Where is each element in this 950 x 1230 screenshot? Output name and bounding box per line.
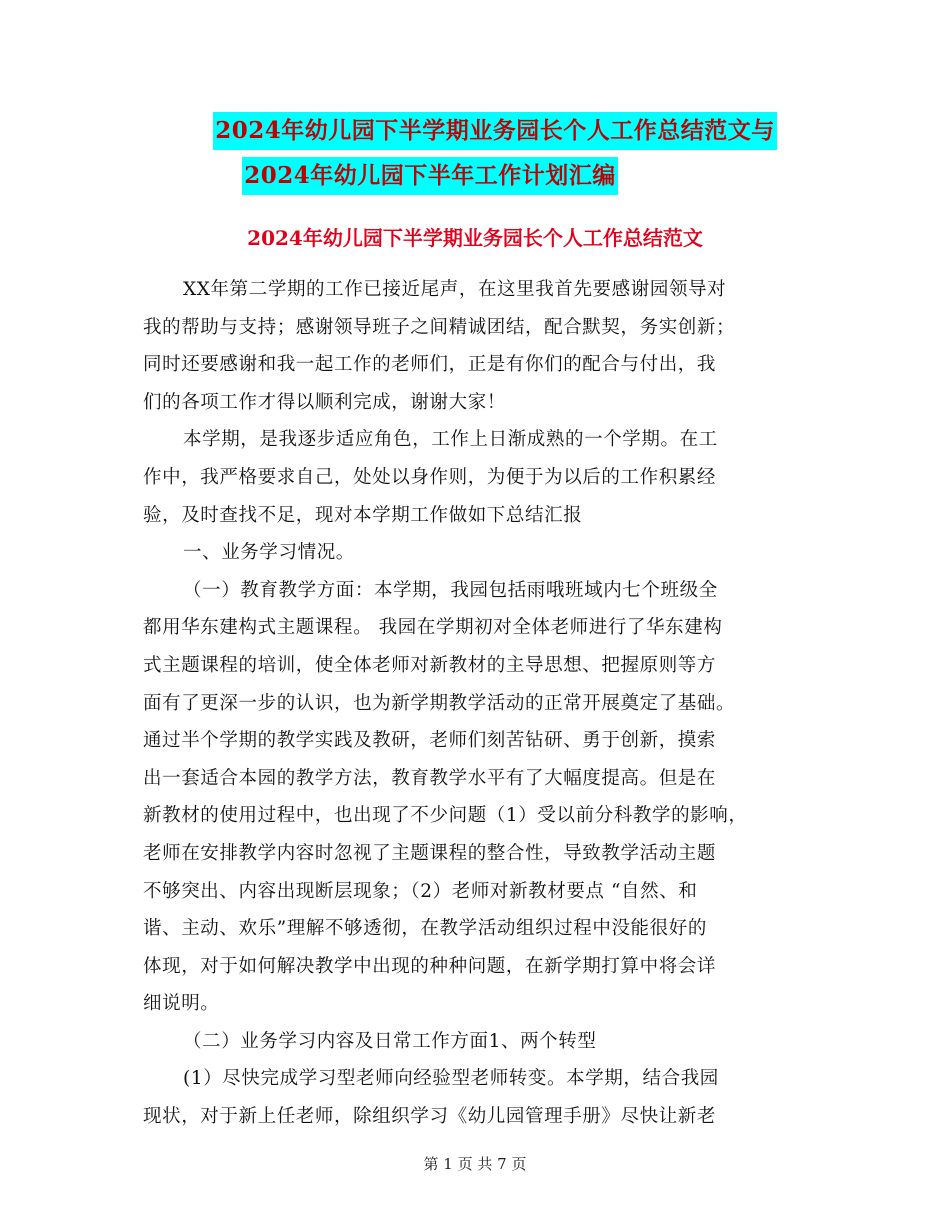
paragraph-line: 们的各项工作才得以顺利完成，谢谢大家！ xyxy=(143,391,506,413)
paragraph-line: （二）业务学习内容及日常工作方面1、两个转型 xyxy=(183,1030,597,1052)
paragraph-line: 谐、主动、欢乐”理解不够透彻，在教学活动组织过程中没能很好的 xyxy=(143,918,707,940)
paragraph-line: 我的帮助与支持；感谢领导班子之间精诚团结，配合默契，务实创新； xyxy=(143,316,736,338)
paragraph-line: 现状，对于新上任老师，除组织学习《幼儿园管理手册》尽快让新老 xyxy=(143,1106,717,1128)
title-line-2: 2024年幼儿园下半年工作计划汇编 xyxy=(242,157,618,195)
paragraph-line: 一、业务学习情况。 xyxy=(183,542,355,564)
paragraph-line: 本学期，是我逐步适应角色，工作上日渐成熟的一个学期。在工 xyxy=(183,429,718,451)
paragraph-line: 作中，我严格要求自己，处处以身作则，为便于为以后的工作积累经 xyxy=(143,466,717,488)
paragraph xyxy=(143,421,813,534)
paragraph xyxy=(143,1060,813,1135)
paragraph-line: 老师在安排教学内容时忽视了主题课程的整合性，导致教学活动主题 xyxy=(143,842,717,864)
paragraph-line: 面有了更深一步的认识，也为新学期教学活动的正常开展奠定了基础。 xyxy=(143,692,736,714)
paragraph-line: 同时还要感谢和我一起工作的老师们，正是有你们的配合与付出，我 xyxy=(143,354,717,376)
paragraph xyxy=(143,271,813,421)
paragraph xyxy=(143,534,813,572)
paragraph-line: 不够突出、内容出现断层现象；（2）老师对新教材要点 “自然、和 xyxy=(143,880,698,902)
paragraph-line: XX年第二学期的工作已接近尾声，在这里我首先要感谢园领导对 xyxy=(183,279,727,300)
paragraph-line: 验，及时查找不足，现对本学期工作做如下总结汇报 xyxy=(143,504,583,526)
title-line-1: 2024年幼儿园下半学期业务园长个人工作总结范文与 xyxy=(213,112,777,150)
paragraph-line: 出一套适合本园的教学方法，教育教学水平有了大幅度提高。但是在 xyxy=(143,767,717,789)
page-footer: 第 1 页 共 7 页 xyxy=(423,1155,527,1173)
document-title xyxy=(0,112,950,202)
paragraph-line: (1）尽快完成学习型老师向经验型老师转变。本学期，结合我园 xyxy=(183,1068,719,1090)
paragraph-line: 都用华东建构式主题课程。 我园在学期初对全体老师进行了华东建构 xyxy=(143,617,723,639)
paragraph-line: 通过半个学期的教学实践及教研，老师们刻苦钻研、勇于创新，摸索 xyxy=(143,730,717,752)
document-body xyxy=(143,271,813,1136)
paragraph-line: 体现，对于如何解决教学中出现的种种问题，在新学期打算中将会详 xyxy=(143,955,717,977)
paragraph-line: 式主题课程的培训，使全体老师对新教材的主导思想、把握原则等方 xyxy=(143,654,717,676)
paragraph-line: 细说明。 xyxy=(143,993,220,1015)
paragraph xyxy=(143,1023,813,1061)
paragraph-line: （一）教育教学方面：本学期，我园包括雨哦班域内七个班级全 xyxy=(183,579,718,601)
paragraph-line: 新教材的使用过程中，也出现了不少问题（1）受以前分科教学的影响， xyxy=(143,805,748,827)
paragraph xyxy=(143,572,813,1023)
section-title: 2024年幼儿园下半学期业务园长个人工作总结范文 xyxy=(247,226,703,250)
